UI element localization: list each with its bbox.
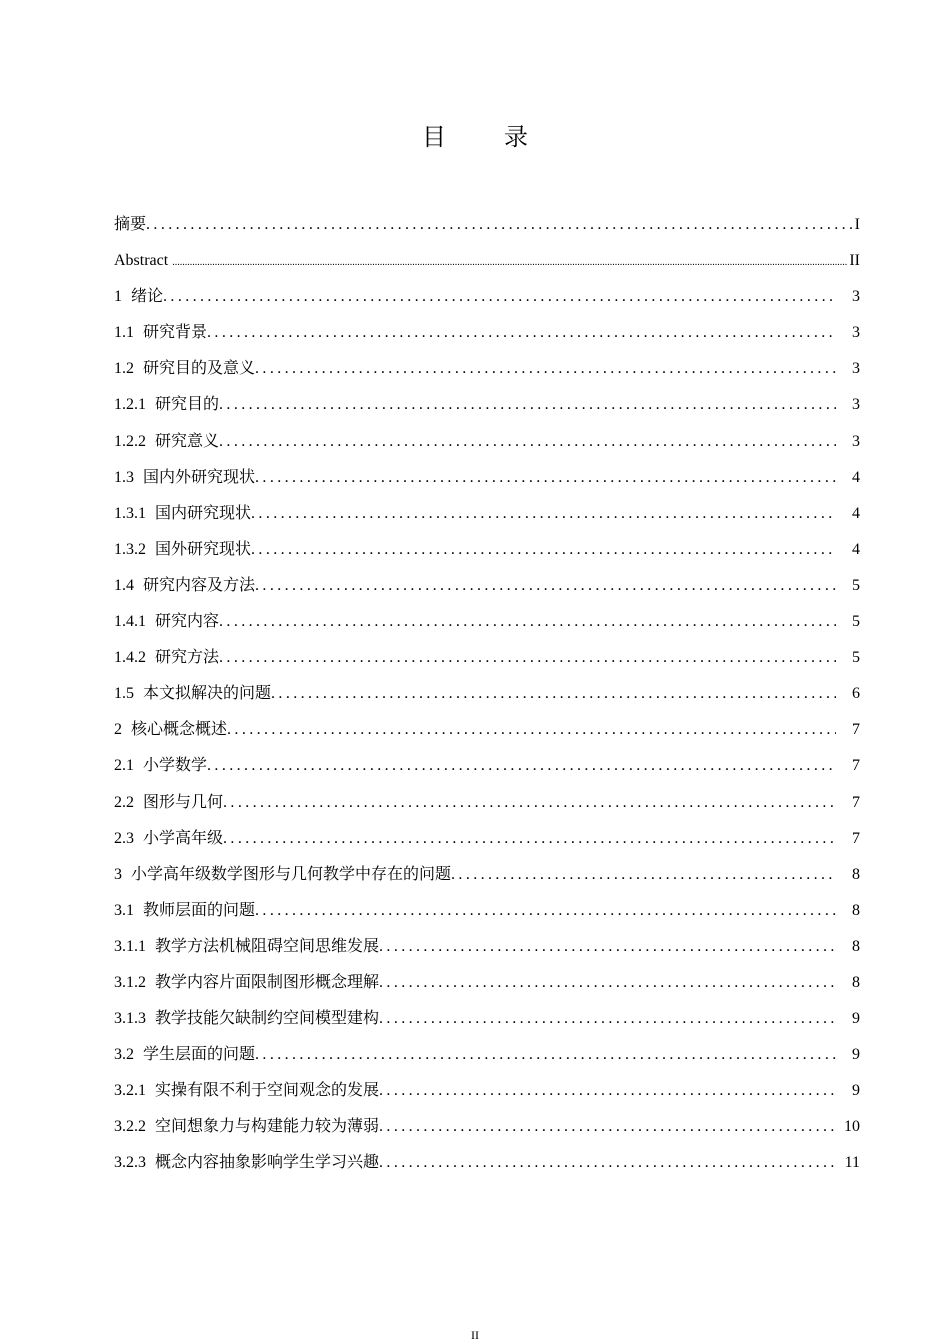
- toc-entry-page: 3: [852, 432, 860, 450]
- toc-entry-label: [114, 464, 255, 492]
- toc-entry[interactable]: [114, 897, 860, 933]
- toc-entry-text: 教师层面的问题: [143, 901, 256, 919]
- toc-leader-dots: [219, 391, 836, 419]
- toc-entry[interactable]: [114, 391, 860, 427]
- toc-entry-number: 1.4.2: [114, 649, 146, 667]
- toc-entry[interactable]: [114, 1005, 860, 1041]
- toc-entry-page: 6: [852, 685, 860, 703]
- toc-entry-text: 核心概念概述: [131, 721, 228, 739]
- toc-entry-label: [114, 391, 219, 419]
- toc-entry-label: [114, 608, 219, 636]
- toc-entry-text: 概念内容抽象影响学生学习兴趣: [155, 1154, 380, 1172]
- toc-entry-page: 9: [852, 1046, 860, 1064]
- toc-leader-dots: [223, 789, 836, 817]
- toc-entry-text: 研究目的及意义: [143, 360, 256, 378]
- toc-entry-label: [114, 933, 379, 961]
- toc-entry-page: 3: [852, 288, 860, 306]
- toc-entry-text: 国内外研究现状: [143, 468, 256, 486]
- toc-entry-text: 本文拟解决的问题: [143, 685, 272, 703]
- toc-entry-page: 3: [852, 360, 860, 378]
- toc-entry-text: 国内研究现状: [155, 504, 252, 522]
- toc-entry-number: 1.2.1: [114, 396, 146, 414]
- toc-leader-dots: [451, 861, 836, 889]
- toc-entry-page: 7: [852, 757, 860, 775]
- toc-entry-page: 9: [852, 1082, 860, 1100]
- toc-entry-number: 1.3.2: [114, 540, 146, 558]
- toc-leader-dots: [219, 608, 836, 636]
- toc-entry-label: 摘要: [114, 216, 147, 233]
- toc-entry-page: 8: [852, 973, 860, 991]
- toc-entry[interactable]: [114, 319, 860, 355]
- toc-entry-page: 9: [852, 1010, 860, 1028]
- toc-entry-page: 3: [852, 396, 860, 414]
- toc-entry-text: 教学内容片面限制图形概念理解: [155, 973, 380, 991]
- toc-leader-dots: [255, 464, 836, 492]
- toc-leader-dots: [255, 1041, 836, 1069]
- toc-entry-label: [114, 969, 379, 997]
- toc-entry[interactable]: [114, 680, 860, 716]
- toc-entry-number: 2: [114, 721, 122, 739]
- toc-leader-dots: [379, 1113, 836, 1141]
- toc-entry[interactable]: [114, 464, 860, 500]
- toc-entry-number: 3.2.2: [114, 1118, 146, 1136]
- toc-entry-text: 研究内容及方法: [143, 576, 256, 594]
- toc-entry-number: 3.1.1: [114, 937, 146, 955]
- toc-entry[interactable]: [114, 283, 860, 319]
- toc-entry[interactable]: [114, 716, 860, 752]
- toc-entry-page: 7: [852, 721, 860, 739]
- toc-entry-label: [114, 1113, 379, 1141]
- toc-entry-label: [114, 716, 227, 744]
- toc-entry[interactable]: [114, 752, 860, 788]
- toc-entry[interactable]: [114, 500, 860, 536]
- toc-entry-number: 1.3: [114, 468, 134, 486]
- toc-entry-number: 2.3: [114, 829, 134, 847]
- toc-leader-dots: [207, 752, 836, 780]
- toc-entry-text: 研究目的: [155, 396, 220, 414]
- toc-leader-dots: [379, 933, 836, 961]
- toc-entry-text: 研究背景: [143, 324, 208, 342]
- toc-entry[interactable]: [114, 1149, 860, 1185]
- toc-entry-text: 空间想象力与构建能力较为薄弱: [155, 1118, 380, 1136]
- toc-leader-dots: [255, 897, 836, 925]
- toc-entry-label: [114, 1041, 255, 1069]
- toc-entry-page: 11: [844, 1154, 860, 1172]
- toc-leader-dots: [255, 572, 836, 600]
- toc-entry[interactable]: [114, 608, 860, 644]
- toc-entry-page: 5: [852, 613, 860, 631]
- toc-entry[interactable]: [114, 861, 860, 897]
- toc-entry-label: [114, 897, 255, 925]
- toc-entry-label: [114, 1077, 379, 1105]
- toc-entry-number: 3: [114, 865, 122, 883]
- toc-entry[interactable]: [114, 1077, 860, 1113]
- toc-entry-page: 5: [852, 576, 860, 594]
- toc-entry-number: 1.1: [114, 324, 134, 342]
- toc-entry-label: [114, 644, 219, 672]
- toc-entry-label: [114, 861, 451, 889]
- toc-entry-text: 绪论: [131, 288, 164, 306]
- toc-entry[interactable]: [114, 644, 860, 680]
- toc-entry-page: 3: [852, 324, 860, 342]
- toc-leader-dots: [227, 716, 836, 744]
- toc-leader-dots: [379, 1077, 836, 1105]
- toc-entry-number: 1.3.1: [114, 504, 146, 522]
- toc-entry-page: 4: [852, 540, 860, 558]
- toc-entry-label: Abstract: [114, 252, 169, 270]
- toc-entry[interactable]: [114, 1113, 860, 1149]
- table-of-contents: [114, 211, 860, 1186]
- toc-entry[interactable]: [114, 428, 860, 464]
- toc-entry-label: [114, 680, 271, 708]
- toc-entry-text: 教学方法机械阻碍空间思维发展: [155, 937, 380, 955]
- toc-entry[interactable]: [114, 969, 860, 1005]
- toc-entry-number: 3.2.1: [114, 1082, 146, 1100]
- toc-leader-dots: [251, 536, 836, 564]
- toc-entry[interactable]: [114, 1041, 860, 1077]
- toc-entry-text: 国外研究现状: [155, 540, 252, 558]
- toc-entry-label: [114, 319, 207, 347]
- toc-entry-number: 1.2.2: [114, 432, 146, 450]
- toc-entry-number: 3.2: [114, 1046, 134, 1064]
- toc-entry-text: 研究方法: [155, 649, 220, 667]
- toc-entry-number: 3.2.3: [114, 1154, 146, 1172]
- toc-entry-label: [114, 789, 223, 817]
- toc-leader-dots: [207, 319, 836, 347]
- toc-entry-page: 8: [852, 901, 860, 919]
- toc-entry-label: [114, 355, 255, 383]
- toc-entry-abstract-en[interactable]: [114, 247, 860, 283]
- toc-entry-label: [114, 428, 219, 456]
- toc-entry-text: 图形与几何: [143, 793, 224, 811]
- toc-entry-page: I: [854, 216, 860, 233]
- toc-leader-dots: [219, 428, 836, 456]
- toc-leader-dots: [271, 680, 836, 708]
- toc-entry-number: 2.2: [114, 793, 134, 811]
- toc-entry-page: II: [849, 252, 860, 270]
- toc-entry-text: 小学高年级: [143, 829, 224, 847]
- toc-leader-dots: [379, 969, 836, 997]
- toc-entry-text: 实操有限不利于空间观念的发展: [155, 1082, 380, 1100]
- toc-entry[interactable]: [114, 572, 860, 608]
- toc-entry-page: 4: [852, 468, 860, 486]
- toc-entry-number: 3.1.2: [114, 973, 146, 991]
- toc-entry-text: 学生层面的问题: [143, 1046, 256, 1064]
- toc-leader-dots: [223, 825, 836, 853]
- toc-entry-text: 研究意义: [155, 432, 220, 450]
- toc-entry-page: 4: [852, 504, 860, 522]
- toc-entry-page: 8: [852, 865, 860, 883]
- toc-entry[interactable]: [114, 825, 860, 861]
- toc-leader-dots: [379, 1005, 836, 1033]
- toc-entry-page: 8: [852, 937, 860, 955]
- toc-entry-text: 教学技能欠缺制约空间模型建构: [155, 1010, 380, 1028]
- toc-leader-dots: [255, 355, 836, 383]
- toc-entry-label: [114, 572, 255, 600]
- toc-entry-number: 1.2: [114, 360, 134, 378]
- toc-entry-label: [114, 752, 207, 780]
- toc-leader-dots: [163, 283, 836, 311]
- page-title: 目 录: [422, 125, 554, 151]
- toc-entry-number: 3.1.3: [114, 1010, 146, 1028]
- toc-entry-label: [114, 825, 223, 853]
- toc-entry-label: [114, 283, 163, 311]
- toc-entry-text: 小学数学: [143, 757, 208, 775]
- toc-entry-label: [114, 536, 251, 564]
- toc-entry-text: 研究内容: [155, 613, 220, 631]
- page-number-footer: II: [471, 1328, 479, 1342]
- toc-entry-number: 1.4: [114, 576, 134, 594]
- toc-entry[interactable]: [114, 536, 860, 572]
- toc-entry[interactable]: [114, 789, 860, 825]
- toc-entry-label: [114, 1005, 379, 1033]
- toc-leader-dots: [172, 249, 847, 277]
- toc-leader-dots: [219, 644, 836, 672]
- toc-entry[interactable]: [114, 933, 860, 969]
- toc-entry-label: [114, 500, 251, 528]
- toc-entry-number: 2.1: [114, 757, 134, 775]
- toc-entry-number: 1.5: [114, 685, 134, 703]
- toc-entry-page: 7: [852, 793, 860, 811]
- toc-entry[interactable]: [114, 355, 860, 391]
- toc-leader-dots: [146, 211, 853, 239]
- toc-entry-number: 3.1: [114, 901, 134, 919]
- toc-entry-text: 小学高年级数学图形与几何教学中存在的问题: [131, 865, 452, 883]
- toc-entry-number: 1: [114, 288, 122, 306]
- toc-entry-label: [114, 1149, 379, 1177]
- toc-entry-page: 5: [852, 649, 860, 667]
- toc-entry-page: 7: [852, 829, 860, 847]
- toc-entry-number: 1.4.1: [114, 613, 146, 631]
- toc-entry-abstract-cn[interactable]: [114, 211, 860, 247]
- toc-leader-dots: [379, 1149, 836, 1177]
- toc-leader-dots: [251, 500, 836, 528]
- toc-entry-page: 10: [844, 1118, 860, 1136]
